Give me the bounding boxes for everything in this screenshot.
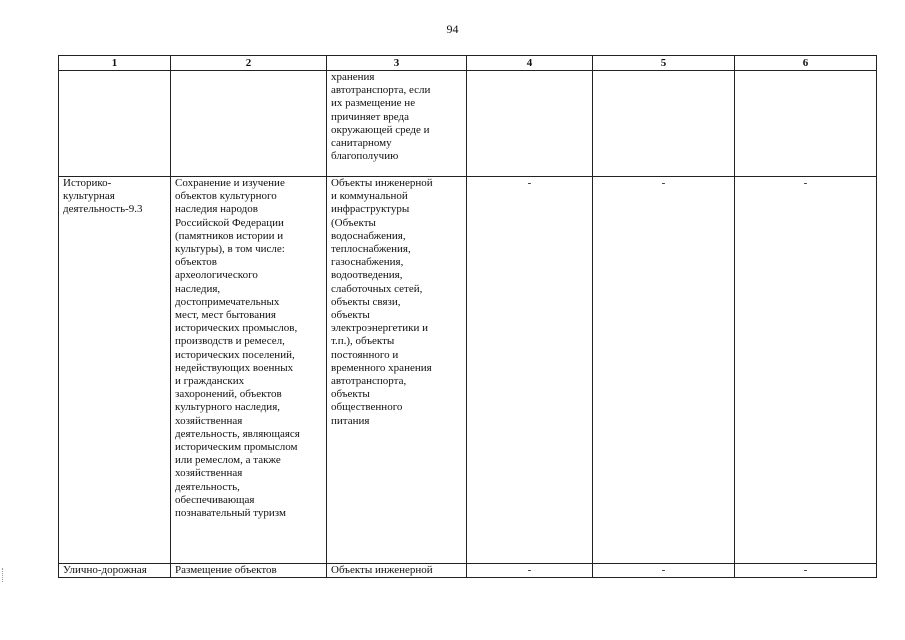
table-cell: - [735,564,877,578]
table-cell: Объекты инженерной и коммунальной инфраструктуры (Объекты водоснабжения, теплоснабжения, газоснабжения, водоотведения, слаботочных сетей, объекты связи, объекты электроэнергетики и т.п.), объекты постоянного и временного хранения автотранспорта, объекты общественного питания [327,177,467,564]
table-cell: - [593,177,735,564]
page-number: 94 [446,22,459,36]
table-cell [171,71,327,177]
column-header-1: 1 [59,56,171,71]
column-header-6: 6 [735,56,877,71]
table-cell [735,71,877,177]
scan-margin-mark [2,568,6,582]
column-header-3: 3 [327,56,467,71]
column-header-5: 5 [593,56,735,71]
table-cell: - [735,177,877,564]
column-header-4: 4 [467,56,593,71]
table-row [59,71,877,177]
permitted-use-table [58,55,877,578]
table-cell [467,71,593,177]
table-cell: - [467,564,593,578]
table-cell [593,71,735,177]
table-cell: Объекты инженерной [327,564,467,578]
table-cell: - [593,564,735,578]
table-cell: Размещение объектов [171,564,327,578]
table-cell: Историко- культурная деятельность-9.3 [59,177,171,564]
table-cell [59,71,171,177]
table-cell: Улично-дорожная [59,564,171,578]
table-header-row [59,56,877,71]
table-cell: хранения автотранспорта, если их размещение не причиняет вреда окружающей среде и санитарному благополучию [327,71,467,177]
table-cell: - [467,177,593,564]
table-cell: Сохранение и изучение объектов культурного наследия народов Российской Федерации (памятников истории и культуры), в том числе: объектов археологического наследия, достопримечательных мест, мест бытования исторических промыслов, производств и ремесел, исторических поселений, недействующих военных и гражданских захоронений, объектов культурного наследия, хозяйственная деятельность, являющаяся историческим промыслом или ремеслом, а также хозяйственная деятельность, обеспечивающая познавательный туризм [171,177,327,564]
table-row [59,564,877,578]
column-header-2: 2 [171,56,327,71]
table-row [59,177,877,564]
